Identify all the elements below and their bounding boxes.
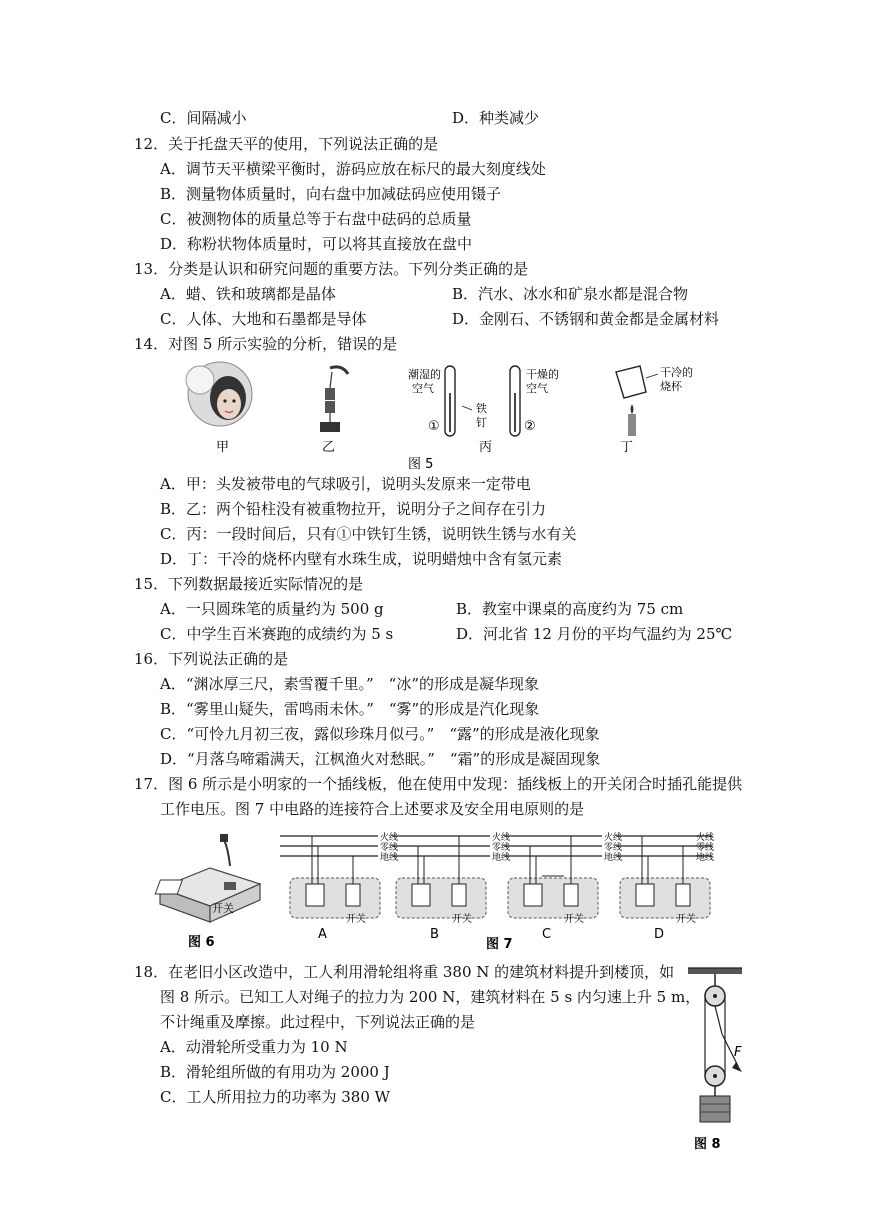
figure-8-pulley (680, 964, 750, 1154)
figure-5-tube-2: ② (524, 419, 536, 434)
figure-7-d-fire: 火线 (696, 833, 715, 843)
figure-7-c-zero: 零线 (604, 843, 623, 853)
figure-7-c-fire: 火线 (604, 833, 623, 843)
figure-5-nail-1: 铁 (476, 402, 487, 415)
figure-7-label-a: A (318, 927, 327, 942)
q12-option-b: B．测量物体质量时，向右盘中加减砝码应使用镊子 (160, 185, 502, 203)
figure-6-7 (150, 826, 730, 952)
q18-option-a: A．动滑轮所受重力为 10 N (160, 1038, 348, 1056)
q15-option-a: A．一只圆珠笔的质量约为 500 g (160, 600, 384, 618)
q18-stem-line-3: 不计绳重及摩擦。此过程中，下列说法正确的是 (160, 1013, 476, 1031)
q12-option-a: A．调节天平横梁平衡时，游码应放在标尺的最大刻度线处 (160, 160, 546, 178)
q12-stem: 12．关于托盘天平的使用，下列说法正确的是 (134, 135, 439, 153)
figure-8-caption: 图 8 (694, 1137, 721, 1152)
q15-option-c: C．中学生百米赛跑的成绩约为 5 s (160, 625, 394, 643)
figure-7-a-ground: 地线 (380, 853, 399, 863)
figure-5 (180, 358, 693, 472)
q14-option-a: A．甲：头发被带电的气球吸引，说明头发原来一定带电 (160, 475, 531, 493)
figure-7-b-switch: 开关 (452, 914, 472, 925)
figure-5-jia-photo (186, 362, 252, 426)
q13-option-d: D．金刚石、不锈钢和黄金都是金属材料 (452, 310, 720, 328)
figure-7-d-ground: 地线 (696, 853, 715, 863)
figure-5-label-ding: 丁 (620, 440, 634, 455)
figure-5-yi-lead-cylinders (320, 367, 348, 432)
q15-option-b: B．教室中课桌的高度约为 75 cm (456, 600, 684, 618)
q14-option-b: B．乙：两个铅柱没有被重物拉开，说明分子之间存在引力 (160, 500, 547, 518)
figure-5-label-jia: 甲 (216, 440, 230, 455)
q14-option-d: D．丁：干冷的烧杯内壁有水珠生成，说明蜡烛中含有氢元素 (160, 550, 563, 568)
figure-7-d-switch: 开关 (676, 914, 696, 925)
figure-7-label-c: C (542, 927, 552, 942)
figure-5-wet-air-1: 潮湿的 (408, 368, 441, 381)
q11-option-d: D．种类减少 (452, 109, 540, 127)
q11-option-c: C．间隔减小 (160, 109, 247, 127)
figure-7-a-switch: 开关 (346, 914, 366, 925)
figure-7-b-zero: 零线 (492, 843, 511, 853)
q15-stem: 15．下列数据最接近实际情况的是 (134, 575, 364, 593)
q16-option-c: C．“可怜九月初三夜，露似珍珠月似弓。” “露”的形成是液化现象 (160, 725, 600, 743)
figure-7-b-fire: 火线 (492, 833, 511, 843)
figure-5-dry-air-1: 干燥的 (526, 368, 559, 381)
q13-option-a: A．蜡、铁和玻璃都是晶体 (160, 285, 336, 303)
figure-5-beaker-2: 烧杯 (660, 380, 682, 393)
figure-7-c-ground: 地线 (604, 853, 623, 863)
q13-option-b: B．汽水、冰水和矿泉水都是混合物 (452, 285, 689, 303)
figure-5-label-bing: 丙 (479, 440, 493, 455)
figure-7-label-d: D (654, 927, 665, 942)
figure-5-label-yi: 乙 (322, 440, 336, 455)
q18-option-b: B．滑轮组所做的有用功为 2000 J (160, 1063, 390, 1081)
figure-6-caption: 图 6 (188, 935, 215, 950)
q12-option-c: C．被测物体的质量总等于右盘中砝码的总质量 (160, 210, 472, 228)
figure-5-ding-beaker-candle (616, 366, 658, 436)
q13-stem: 13．分类是认识和研究问题的重要方法。下列分类正确的是 (134, 260, 529, 278)
q18-stem-line-1: 18．在老旧小区改造中，工人利用滑轮组将重 380 N 的建筑材料提升到楼顶，如 (134, 963, 675, 981)
figure-7-label-b: B (430, 927, 439, 942)
figure-5-nail-2: 钉 (476, 416, 487, 429)
q13-option-c: C．人体、大地和石墨都是导体 (160, 310, 367, 328)
figure-7-option-c (504, 836, 602, 918)
figure-5-dry-air-2: 空气 (526, 382, 548, 395)
q18-option-c: C．工人所用拉力的功率为 380 W (160, 1088, 391, 1106)
figure-5-beaker-1: 干冷的 (660, 366, 693, 379)
figure-5-caption: 图 5 (408, 457, 434, 472)
q16-option-b: B．“雾里山疑失，雷鸣雨未休。” “雾”的形成是汽化现象 (160, 700, 540, 718)
q12-option-d: D．称粉状物体质量时，可以将其直接放在盘中 (160, 235, 473, 253)
figure-7-d-zero: 零线 (696, 843, 715, 853)
figure-5-tube-1: ① (428, 419, 440, 434)
figure-8-force-label: F (734, 1045, 742, 1060)
q16-option-d: D．“月落乌啼霜满天，江枫渔火对愁眠。” “霜”的形成是凝固现象 (160, 750, 601, 768)
figure-7-option-a (280, 836, 380, 918)
figure-7-a-zero: 零线 (380, 843, 399, 853)
figure-6-power-strip (155, 834, 260, 922)
figure-7-c-switch: 开关 (564, 914, 584, 925)
q16-option-a: A．“渊冰厚三尺，素雪覆千里。” “冰”的形成是凝华现象 (160, 675, 540, 693)
figure-6-switch-label: 开关 (212, 902, 234, 915)
figure-7-b-ground: 地线 (492, 853, 511, 863)
figure-7-caption: 图 7 (486, 937, 513, 952)
q17-stem-line-2: 工作电压。图 7 中电路的连接符合上述要求及安全用电原则的是 (160, 800, 585, 818)
q14-stem: 14．对图 5 所示实验的分析，错误的是 (134, 335, 398, 353)
q18-stem-line-2: 图 8 所示。已知工人对绳子的拉力为 200 N，建筑材料在 5 s 内匀速上升 5 m， (160, 988, 701, 1006)
q14-option-c: C．丙：一段时间后，只有①中铁钉生锈，说明铁生锈与水有关 (160, 525, 577, 543)
q15-option-d: D．河北省 12 月份的平均气温约为 25℃ (456, 625, 733, 643)
q17-stem-line-1: 17．图 6 所示是小明家的一个插线板，他在使用中发现：插线板上的开关闭合时插孔能提供 (134, 775, 743, 793)
figure-7-option-b (392, 836, 490, 918)
figure-5-wet-air-2: 空气 (412, 382, 434, 395)
q16-stem: 16．下列说法正确的是 (134, 650, 289, 668)
figure-7-a-fire: 火线 (380, 833, 399, 843)
